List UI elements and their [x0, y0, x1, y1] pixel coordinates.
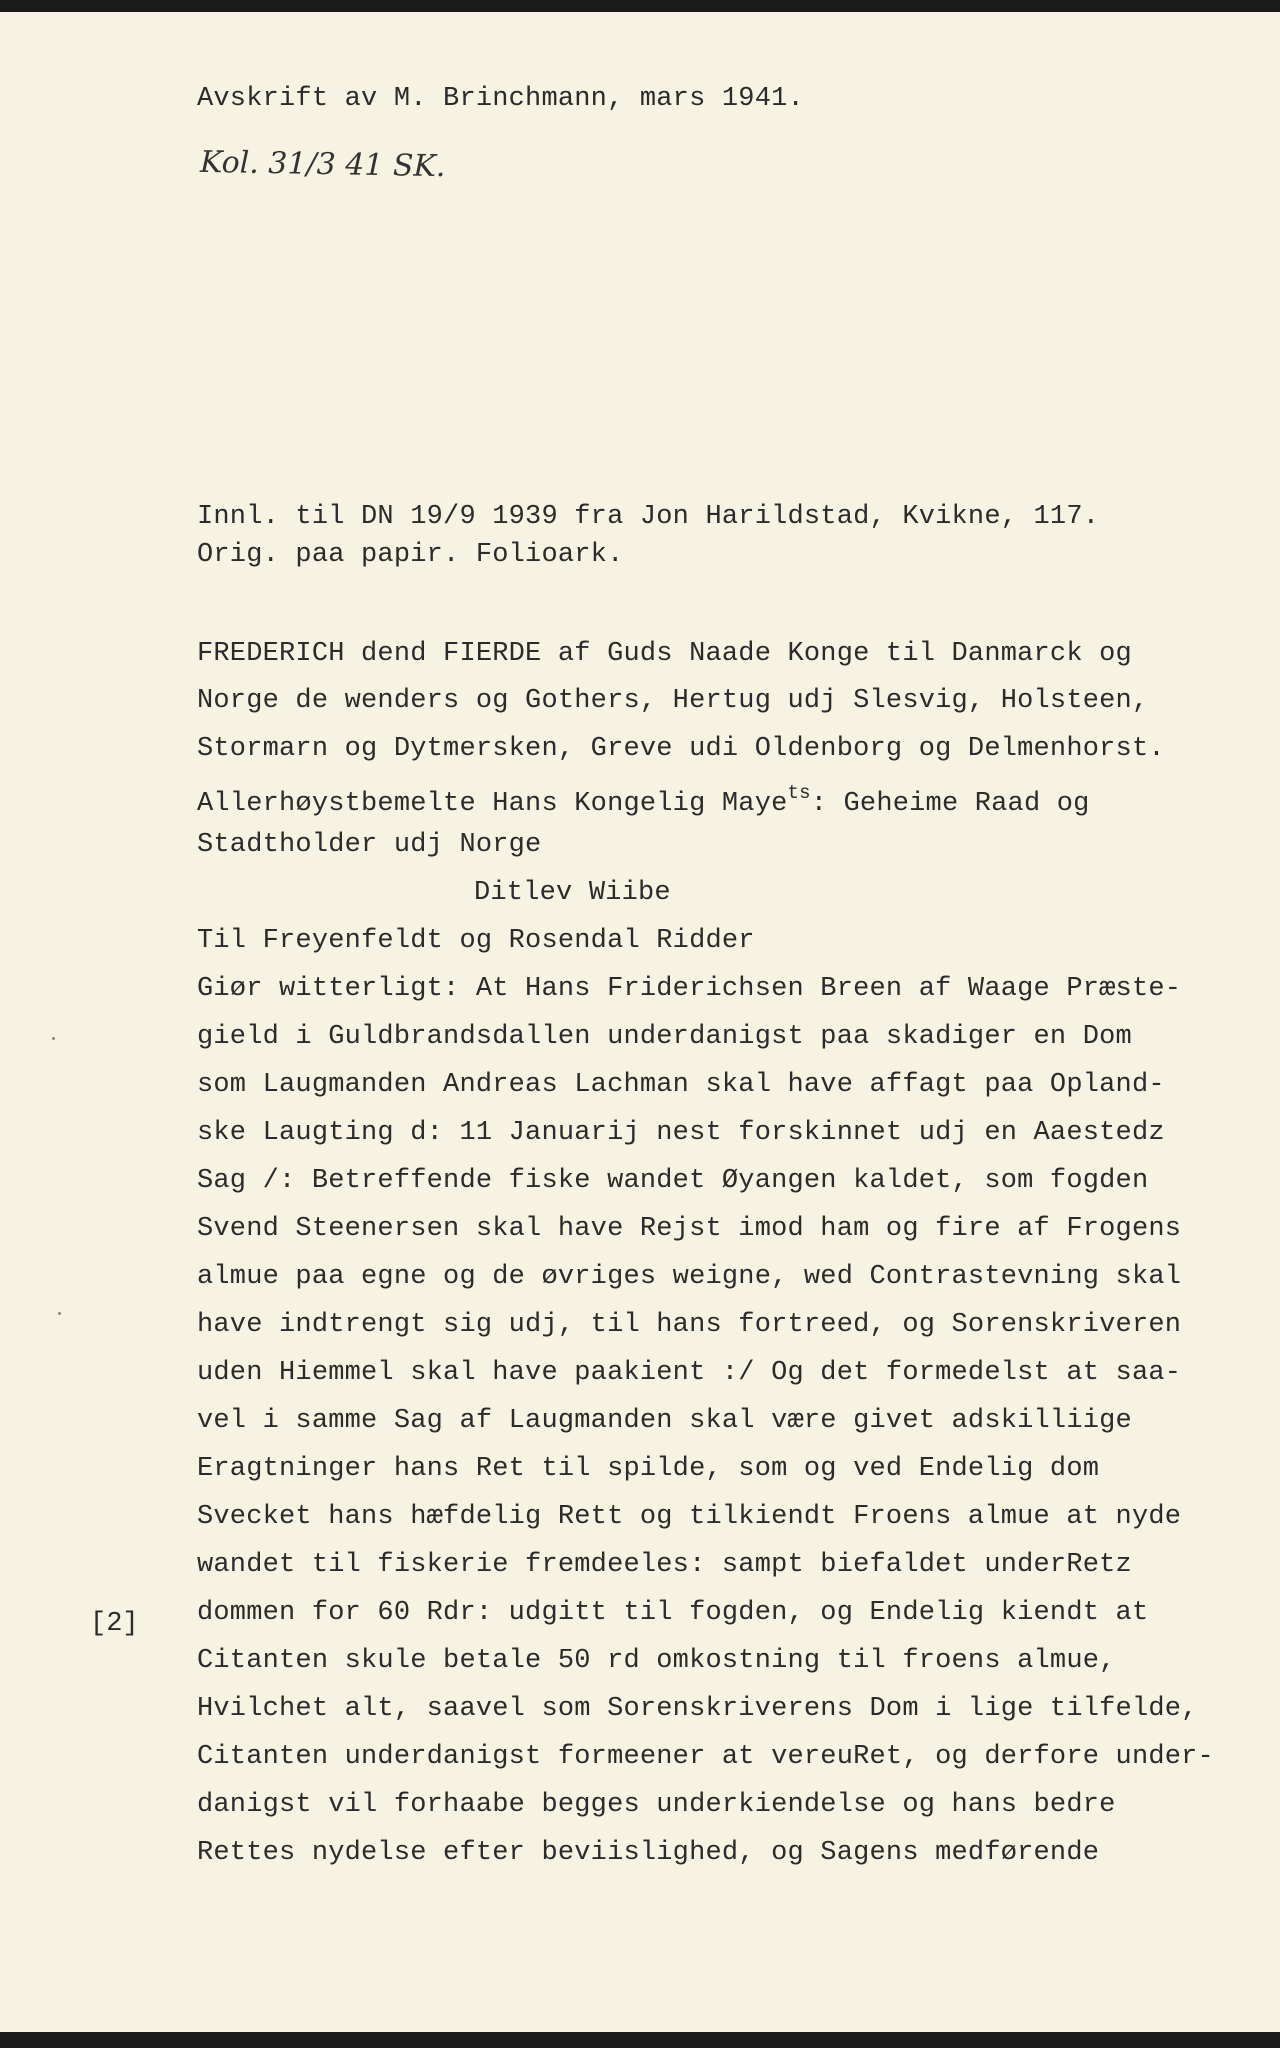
- signatory-name: Ditlev Wiibe: [474, 878, 671, 908]
- paper-speck: [52, 1037, 55, 1040]
- source-line-2: Orig. paa papir. Folioark.: [197, 540, 624, 570]
- body-line: Norge de wenders og Gothers, Hertug udj Slesvig, Holsteen,: [197, 686, 1149, 716]
- transcript-note: Avskrift av M. Brinchmann, mars 1941.: [197, 84, 804, 114]
- body-line: Giør witterligt: At Hans Friderichsen Breen af Waage Præste-: [197, 974, 1182, 1004]
- body-line: have indtrengt sig udj, til hans fortreed, og Sorenskriveren: [197, 1310, 1182, 1340]
- body-line: gield i Guldbrandsdallen underdanigst paa skadiger en Dom: [197, 1022, 1132, 1052]
- page-marker: [2]: [90, 1609, 139, 1639]
- body-line: ske Laugting d: 11 Januarij nest forskinnet udj en Aaestedz: [197, 1118, 1165, 1148]
- body-line: almue paa egne og de øvriges weigne, wed Contrastevning skal: [197, 1262, 1182, 1292]
- superscript: ts: [787, 782, 811, 804]
- document-page: [0, 12, 1280, 2032]
- body-line: Eragtninger hans Ret til spilde, som og ved Endelig dom: [197, 1454, 1100, 1484]
- body-line: uden Hiemmel skal have paakient :/ Og det formedelst at saa-: [197, 1358, 1182, 1388]
- body-line: dommen for 60 Rdr: udgitt til fogden, og Endelig kiendt at: [197, 1598, 1149, 1628]
- body-line: Stadtholder udj Norge: [197, 830, 542, 860]
- body-line-with-superscript: [197, 782, 1090, 819]
- body-line: Stormarn og Dytmersken, Greve udi Oldenborg og Delmenhorst.: [197, 734, 1165, 764]
- body-line: Citanten underdanigst formeener at vereuRet, og derfore under-: [197, 1742, 1214, 1772]
- body-line: FREDERICH dend FIERDE af Guds Naade Konge til Danmarck og: [197, 639, 1132, 669]
- handwritten-annotation: Kol. 31/3 41 SK.: [199, 144, 446, 185]
- body-line: Svend Steenersen skal have Rejst imod ham og fire af Frogens: [197, 1214, 1182, 1244]
- body-line: Rettes nydelse efter beviislighed, og Sagens medførende: [197, 1838, 1100, 1868]
- body-line: Hvilchet alt, saavel som Sorenskriverens Dom i lige tilfelde,: [197, 1694, 1198, 1724]
- body-line: Allerhøystbemelte Hans Kongelig Maye: [197, 789, 788, 819]
- source-line-1: Innl. til DN 19/9 1939 fra Jon Harildstad, Kvikne, 117.: [197, 502, 1100, 532]
- paper-speck: [58, 1312, 61, 1315]
- body-line: Svecket hans hæfdelig Rett og tilkiendt Froens almue at nyde: [197, 1502, 1182, 1532]
- body-line-continuation: : Geheime Raad og: [810, 789, 1090, 819]
- body-line: Sag /: Betreffende fiske wandet Øyangen kaldet, som fogden: [197, 1166, 1149, 1196]
- body-line: wandet til fiskerie fremdeeles: sampt biefaldet underRetz: [197, 1550, 1132, 1580]
- body-line: danigst vil forhaabe begges underkiendelse og hans bedre: [197, 1790, 1116, 1820]
- body-line: som Laugmanden Andreas Lachman skal have affagt paa Opland-: [197, 1070, 1165, 1100]
- body-line: Citanten skule betale 50 rd omkostning til froens almue,: [197, 1646, 1116, 1676]
- body-line: vel i samme Sag af Laugmanden skal være givet adskilliige: [197, 1406, 1132, 1436]
- body-line: Til Freyenfeldt og Rosendal Ridder: [197, 926, 755, 956]
